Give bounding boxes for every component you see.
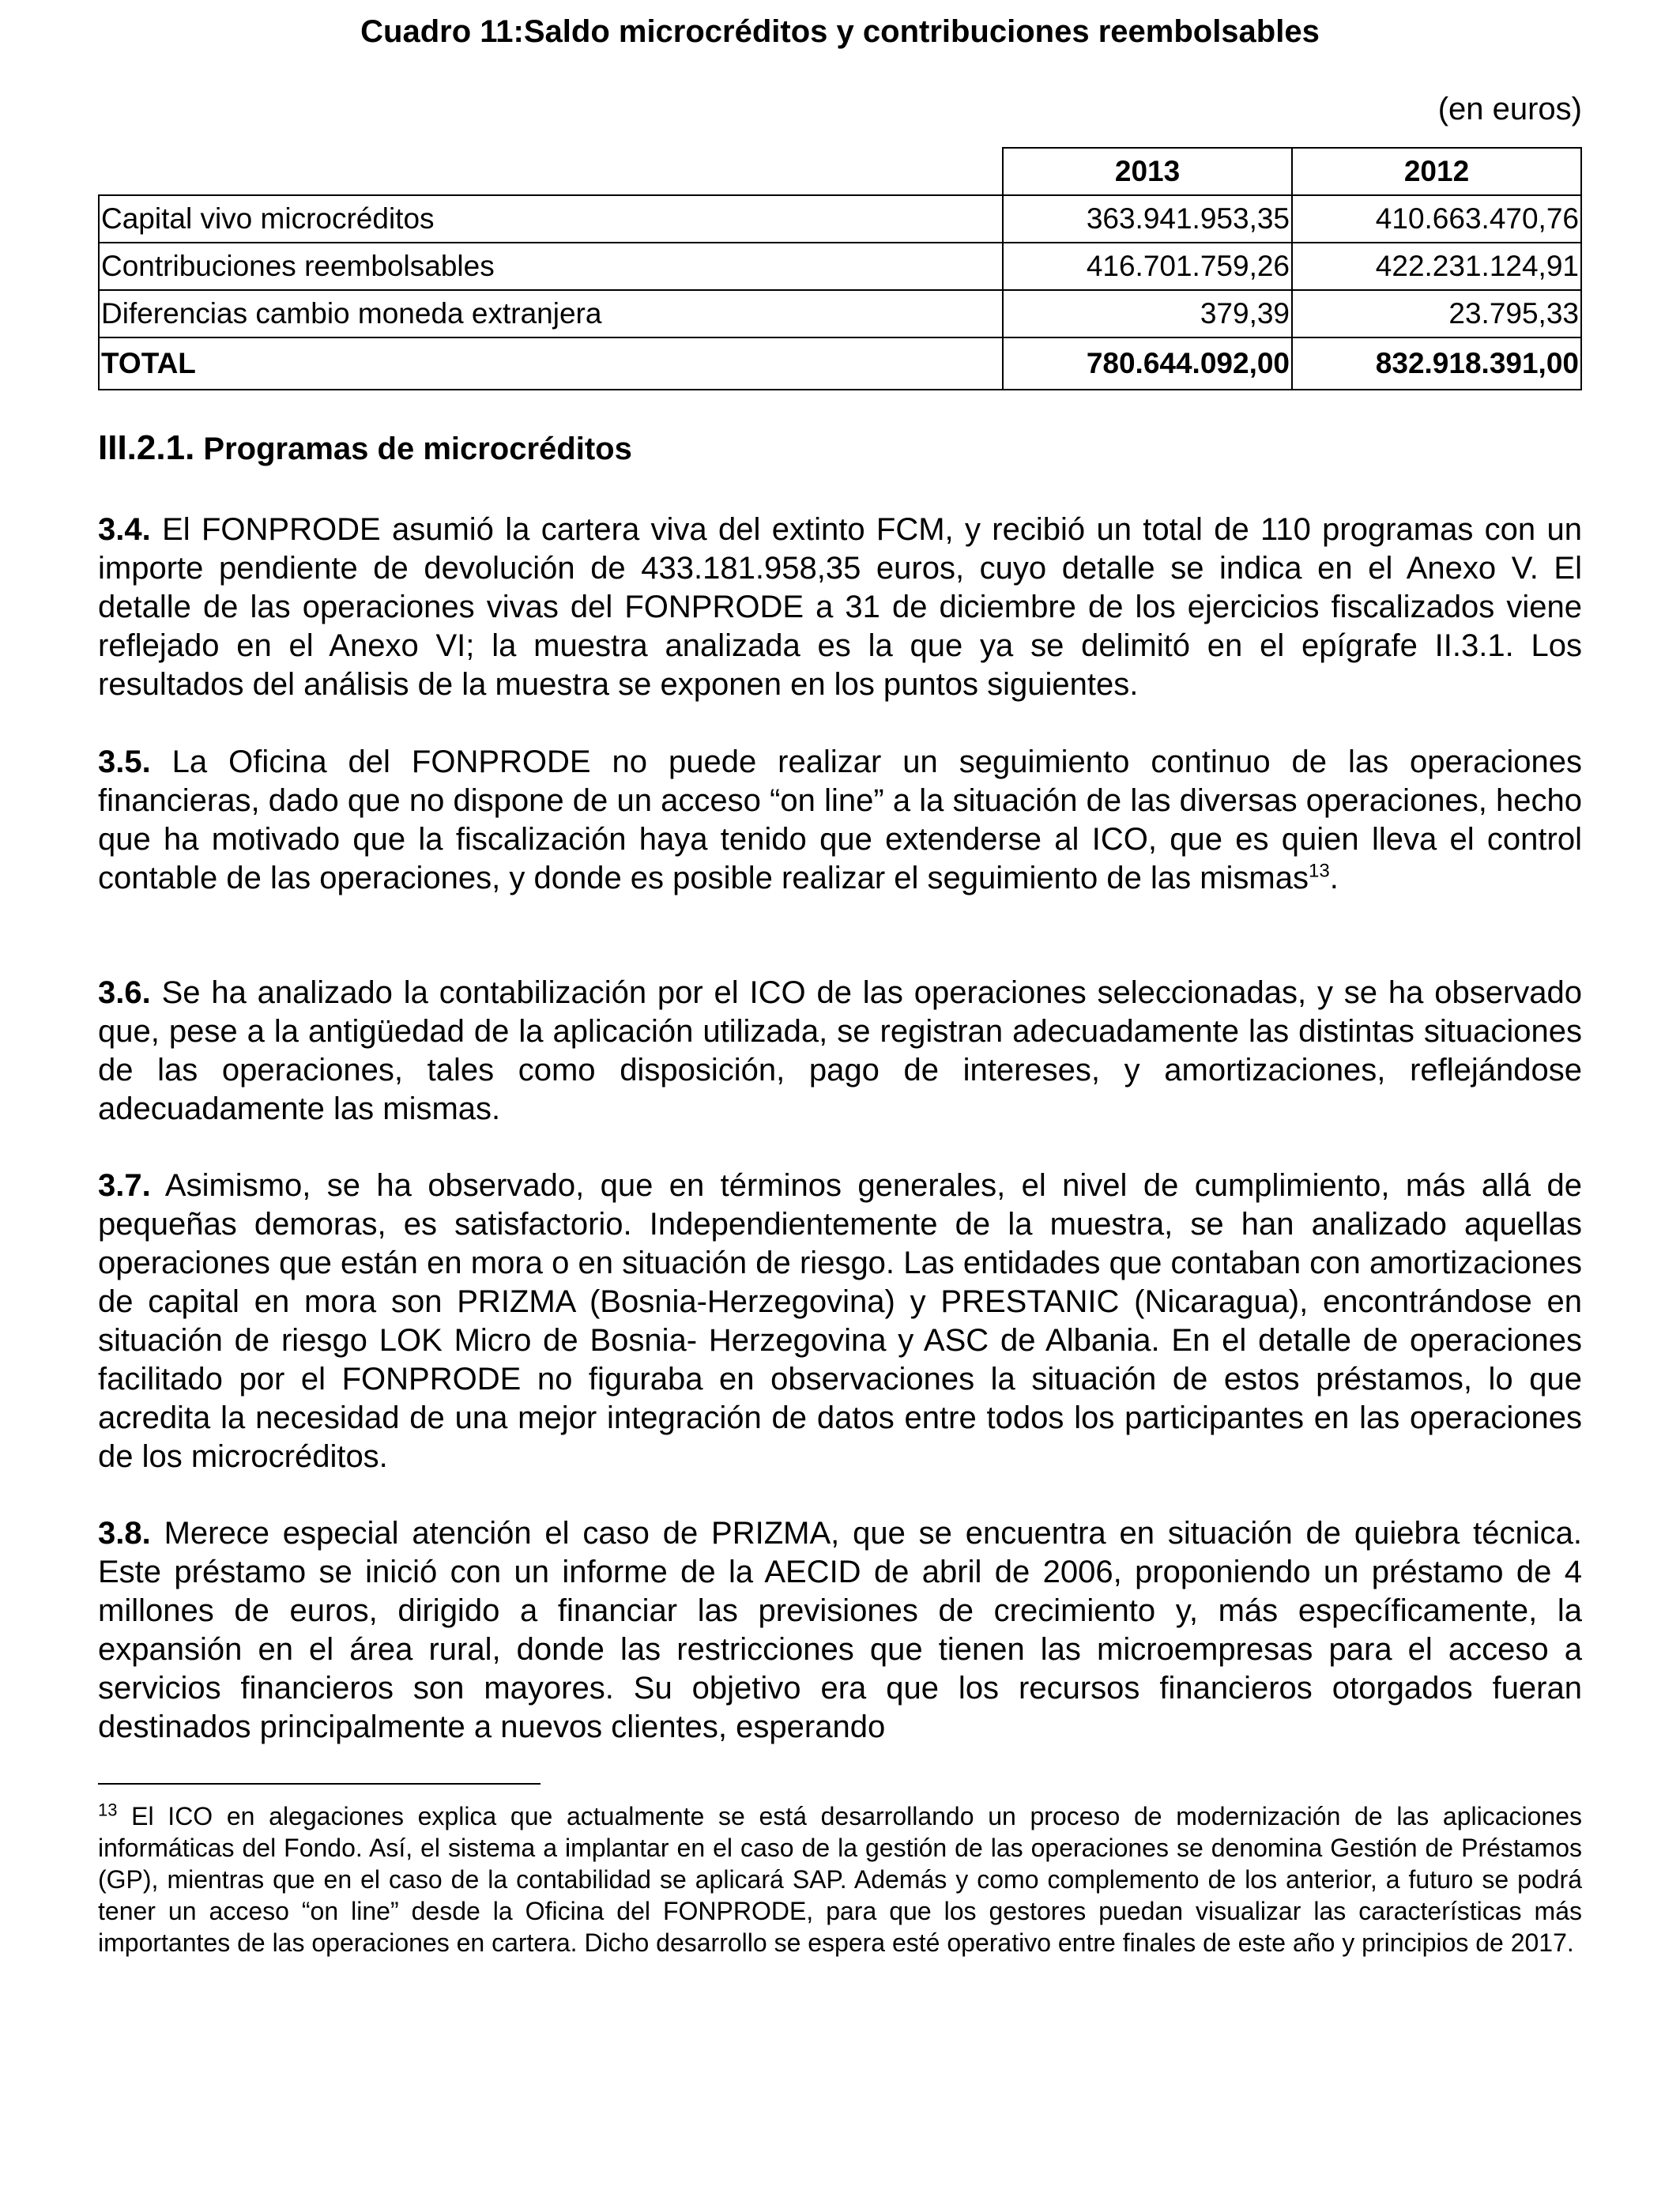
paragraph-number: 3.8. — [98, 1516, 151, 1551]
table-caption: Cuadro 11:Saldo microcréditos y contribuciones reembolsables — [360, 14, 1320, 49]
total-value-2012: 832.918.391,00 — [1292, 337, 1581, 390]
paragraph-number: 3.6. — [98, 975, 151, 1010]
row-concept: Capital vivo microcréditos — [99, 195, 1003, 243]
paragraph-text: Se ha analizado la contabilización por el ICO de las operaciones seleccionadas, y se ha observado que, pese a la antigüedad de la aplicación utilizada, se registran adecuadamente las distintas situaciones de las operaciones, tales como disposición, pago de intereses, y amortizaciones, reflejándose adecuadamente las mismas. — [98, 975, 1582, 1126]
paragraph-3-8 — [98, 1514, 1582, 1747]
row-value-2012: 422.231.124,91 — [1292, 243, 1581, 290]
table-row — [99, 195, 1581, 243]
footnote-separator — [98, 1783, 541, 1785]
total-value-2013: 780.644.092,00 — [1003, 337, 1292, 390]
footnote-text: El ICO en alegaciones explica que actualmente se está desarrollando un proceso de modernización de las aplicaciones informáticas del Fondo. Así, el sistema a implantar en el caso de la gestión de las operaciones se denomina Gestión de Préstamos (GP), mientras que en el caso de la contabilidad se aplicará SAP. Además y como complemento de los anterior, a futuro se podrá tener un acceso “on line” desde la Oficina del FONPRODE, para que los gestores puedan visualizar las características más importantes de las operaciones en cartera. Dicho desarrollo se espera esté operativo entre finales de este año y principios de 2017. — [98, 1802, 1583, 1957]
section-number: III.2.1. — [98, 428, 195, 467]
table-header-row — [99, 148, 1581, 195]
column-header-2012: 2012 — [1292, 148, 1581, 195]
paragraph-text: La Oficina del FONPRODE no puede realizar un seguimiento continuo de las operaciones financieras, dado que no dispone de un acceso “on line” a la situación de las diversas operaciones, hecho que ha motivado que la fiscalización haya tenido que extenderse al ICO, que es quien lleva el control contable de las operaciones, y donde es posible realizar el seguimiento de las mismas — [98, 745, 1582, 895]
paragraph-3-7 — [98, 1167, 1582, 1476]
footnote-13 — [98, 1800, 1582, 1958]
paragraph-text-tail: . — [1329, 861, 1339, 895]
row-concept: Contribuciones reembolsables — [99, 243, 1003, 290]
row-value-2012: 23.795,33 — [1292, 290, 1581, 337]
paragraph-number: 3.4. — [98, 512, 151, 547]
table-row — [99, 290, 1581, 337]
balance-table — [98, 147, 1582, 390]
row-value-2012: 410.663.470,76 — [1292, 195, 1581, 243]
paragraph-text: Asimismo, se ha observado, que en términos generales, el nivel de cumplimiento, más allá de pequeñas demoras, es satisfactorio. Independientemente de la muestra, se han analizado aquellas operaciones que están en mora o en situación de riesgo. Las entidades que contaban con amortizaciones de capital en mora son PRIZMA (Bosnia-Herzegovina) y PRESTANIC (Nicaragua), encontrándose en situación de riesgo LOK Micro de Bosnia- Herzegovina y ASC de Albania. En el detalle de operaciones facilitado por el FONPRODE no figuraba en observaciones la situación de estos préstamos, lo que acredita la necesidad de una mejor integración de datos entre todos los participantes en las operaciones de los microcréditos. — [98, 1168, 1582, 1474]
paragraph-text: El FONPRODE asumió la cartera viva del extinto FCM, y recibió un total de 110 programas con un importe pendiente de devolución de 433.181.958,35 euros, cuyo detalle se indica en el Anexo V. El detalle de las operaciones vivas del FONPRODE a 31 de diciembre de los ejercicios fiscalizados viene reflejado en el Anexo VI; la muestra analizada es la que ya se delimitó en el epígrafe II.3.1. Los resultados del análisis de la muestra se exponen en los puntos siguientes. — [98, 512, 1582, 702]
row-value-2013: 416.701.759,26 — [1003, 243, 1292, 290]
row-value-2013: 379,39 — [1003, 290, 1292, 337]
total-label: TOTAL — [99, 337, 1003, 390]
header-blank-cell — [99, 148, 1003, 195]
column-header-2013: 2013 — [1003, 148, 1292, 195]
row-value-2013: 363.941.953,35 — [1003, 195, 1292, 243]
table-total-row — [99, 337, 1581, 390]
section-heading — [98, 428, 632, 468]
paragraph-3-6 — [98, 974, 1582, 1129]
section-title: Programas de microcréditos — [203, 432, 632, 466]
unit-note: (en euros) — [1437, 92, 1582, 126]
paragraph-number: 3.5. — [98, 745, 151, 779]
footnote-number: 13 — [98, 1800, 118, 1820]
paragraph-number: 3.7. — [98, 1168, 151, 1203]
paragraph-3-5 — [98, 743, 1582, 898]
row-concept: Diferencias cambio moneda extranjera — [99, 290, 1003, 337]
paragraph-3-4 — [98, 511, 1582, 704]
footnote-reference[interactable]: 13 — [1308, 860, 1330, 882]
table-row — [99, 243, 1581, 290]
paragraph-text: Merece especial atención el caso de PRIZMA, que se encuentra en situación de quiebra técnica. Este préstamo se inició con un informe de la AECID de abril de 2006, proponiendo un préstamo de 4 millones de euros, dirigido a financiar las previsiones de crecimiento y, más específicamente, la expansión en el área rural, donde las restricciones que tienen las microempresas para el acceso a servicios financieros son mayores. Su objetivo era que los recursos financieros otorgados fueran destinados principalmente a nuevos clientes, esperando — [98, 1516, 1582, 1744]
